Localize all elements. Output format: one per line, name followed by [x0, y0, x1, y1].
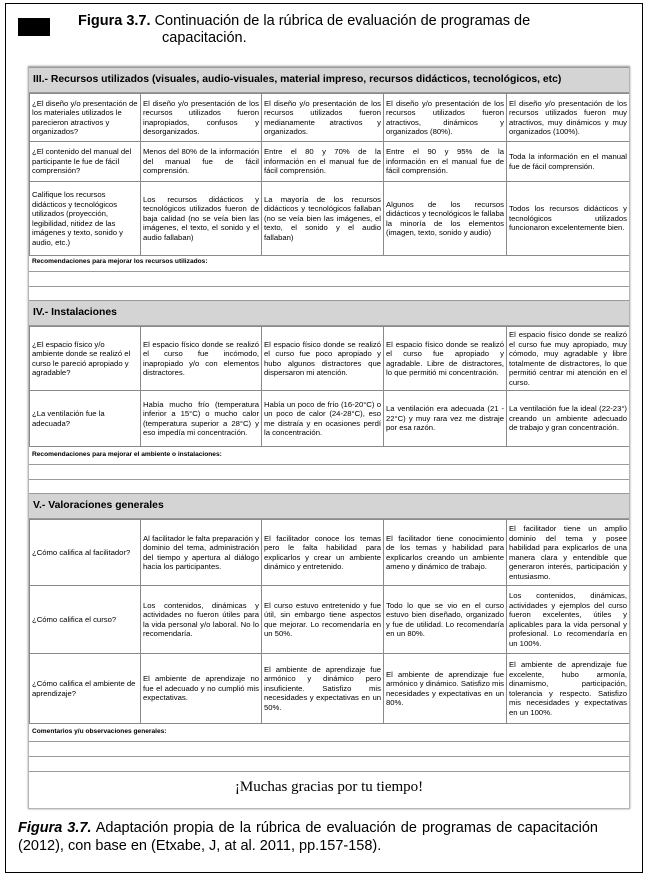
level-cell: Algunos de los recursos didácticos y tecnológicos le fallaba la minoría de los elementos (imagen, texto, sonido y audio) [384, 182, 507, 256]
recommendations-label-resources: Recomendaciones para mejorar los recursos utilizados: [32, 258, 208, 265]
level-cell: Menos del 80% de la información del manual fue de fácil comprensión. [141, 142, 262, 182]
question-cell: ¿El espacio físico y/o ambiente donde se realizó el curso le pareció apropiado y agradable? [30, 327, 141, 391]
level-cell: El facilitador tiene conocimiento de los temas y habilidad para explicarlos creando un ambiente ameno y dinámico de trabajo. [384, 520, 507, 586]
question-cell: ¿Cómo califica el curso? [30, 586, 141, 654]
table-row [30, 182, 630, 256]
figure-caption-top [78, 13, 598, 47]
level-cell: Había mucho frío (temperatura inferior a 15°C) o mucho calor (temperatura superior a 28°C) y eso impedía mi concentración. [141, 391, 262, 447]
write-line [29, 741, 629, 742]
table-row [30, 654, 630, 724]
level-cell: El espacio físico donde se realizó el curso fue muy apropiado, muy cómodo, muy agradable y libre totalmente de distractores, lo que permitió centrar mi atención en el curso. [507, 327, 630, 391]
question-cell: ¿El diseño y/o presentación de los materiales utilizados le parecieron atractivos y organizados? [30, 94, 141, 142]
figure-frame [5, 3, 643, 873]
level-cell: El diseño y/o presentación de los recursos utilizados fueron medianamente atractivos y organizados. [262, 94, 384, 142]
comments-label: Comentarios y/u observaciones generales: [32, 728, 167, 735]
question-cell: ¿La ventilación fue la adecuada? [30, 391, 141, 447]
level-cell: El espacio físico donde se realizó el curso fue poco apropiado y hubo algunos distractores que dispersaron mi atención. [262, 327, 384, 391]
level-cell: Los contenidos, dinámicas, actividades y ejemplos del curso fueron excelentes, útiles y aplicables para la vida personal y profesional. Lo recomendaría en un 100%. [507, 586, 630, 654]
level-cell: Al facilitador le falta preparación y dominio del tema, administración del tiempo y apertura al diálogo hacia los participantes. [141, 520, 262, 586]
caption-label: Figura 3.7. [78, 13, 151, 29]
question-cell: ¿Cómo califica al facilitador? [30, 520, 141, 586]
caption-text-line1: Continuación de la rúbrica de evaluación de programas de [154, 13, 531, 29]
section-title-facilities: IV.- Instalaciones [29, 300, 629, 326]
facilities-table [29, 326, 630, 447]
table-row [30, 520, 630, 586]
question-cell: Califique los recursos didácticos y tecnológicos utilizados (proyección, legibilidad, nitidez de las imágenes y texto, sonido y audio, etc.) [30, 182, 141, 256]
write-line [29, 464, 629, 465]
general-table [29, 519, 630, 724]
write-line [29, 286, 629, 287]
write-line [29, 771, 629, 772]
level-cell: Los contenidos, dinámicas y actividades no fueron útiles para la vida personal y/o laboral. No lo recomendaría. [141, 586, 262, 654]
level-cell: El ambiente de aprendizaje fue excelente, hubo armonía, dinamismo, participación, tolerancia y respecto. Satisfizo mis necesidades y expectativas en un 100%. [507, 654, 630, 724]
level-cell: Entre el 90 y 95% de la información en el manual fue de fácil comprensión. [384, 142, 507, 182]
level-cell: Todo lo que se vio en el curso estuvo bien diseñado, organizado y fue de utilidad. Lo recomendaría en un 80%. [384, 586, 507, 654]
thanks-message: ¡Muchas gracias por tu tiempo! [234, 779, 424, 795]
table-row [30, 142, 630, 182]
level-cell: El espacio físico donde se realizó el curso fue incómodo, inapropiado y/o con elementos distractores. [141, 327, 262, 391]
section-title-general: V.- Valoraciones generales [29, 493, 629, 519]
level-cell: Toda la información en el manual fue de fácil comprensión. [507, 142, 630, 182]
level-cell: El facilitador tiene un amplio dominio del tema y posee habilidad para explicarlos de una manera clara y entendible que generaron interés, participación y entusiasmo. [507, 520, 630, 586]
level-cell: Había un poco de frío (16-20°C) o un poco de calor (24-28°C), eso me distraía y en ocasiones perdí la concentración. [262, 391, 384, 447]
level-cell: Entre el 80 y 70% de la información en el manual fue de fácil comprensión. [262, 142, 384, 182]
level-cell: El espacio físico donde se realizó el curso fue apropiado y agradable. Libre de distractores, lo que permitió mi concentración. [384, 327, 507, 391]
section-title-resources: III.- Recursos utilizados (visuales, audio-visuales, material impreso, recursos didácticos, tecnológicos, etc) [29, 67, 629, 93]
level-cell: El facilitador conoce los temas pero le falta habilidad para explicarlos y crear un ambiente dinámico y entretenido. [262, 520, 384, 586]
level-cell: La ventilación era adecuada (21 - 22°C) y muy rara vez me distraje por esa razón. [384, 391, 507, 447]
level-cell: Todos los recursos didácticos y tecnológicos utilizados funcionaron excelentemente bien. [507, 182, 630, 256]
table-row [30, 391, 630, 447]
level-cell: La ventilación fue la ideal (22-23°) creando un ambiente adecuado de trabajo y gran concentración. [507, 391, 630, 447]
level-cell: El curso estuvo entretenido y fue útil, sin embargo tiene aspectos que mejorar. Lo recomendaría en un 50%. [262, 586, 384, 654]
level-cell: El diseño y/o presentación de los recursos utilizados fueron inapropiados, confusos y desorganizados. [141, 94, 262, 142]
level-cell: El ambiente de aprendizaje no fue el adecuado y no cumplió mis expectativas. [141, 654, 262, 724]
level-cell: Los recursos didácticos y tecnológicos utilizados fueron de baja calidad (no se veía bien las imágenes, el texto, el sonido y el audio fallaban) [141, 182, 262, 256]
level-cell: El diseño y/o presentación de los recursos utilizados fueron muy atractivos, muy dinámicos y muy organizados (100%). [507, 94, 630, 142]
footer-caption-label: Figura 3.7. [18, 820, 92, 836]
write-line [29, 479, 629, 480]
question-cell: ¿Cómo califica el ambiente de aprendizaje? [30, 654, 141, 724]
black-marker [18, 18, 50, 36]
caption-text-line2: capacitación. [162, 30, 247, 46]
level-cell: El diseño y/o presentación de los recursos utilizados fueron atractivos, dinámicos y organizados (80%). [384, 94, 507, 142]
question-cell: ¿El contenido del manual del participante le fue de fácil comprensión? [30, 142, 141, 182]
recommendations-label-facilities: Recomendaciones para mejorar el ambiente o instalaciones: [32, 451, 222, 458]
resources-table [29, 93, 630, 256]
level-cell: El ambiente de aprendizaje fue armónico y dinámico. Satisfizo mis necesidades y expectativas en un 80%. [384, 654, 507, 724]
rubric-sheet [28, 66, 630, 809]
table-row [30, 94, 630, 142]
write-line [29, 271, 629, 272]
level-cell: La mayoría de los recursos didácticos y tecnológicos fallaban (no se veía bien las imágenes, el texto, el sonido y el audio fallaban) [262, 182, 384, 256]
figure-caption-bottom [18, 819, 598, 855]
level-cell: El ambiente de aprendizaje fue armónico y dinámico pero insuficiente. Satisfizo mis necesidades y expectativas en un 50%. [262, 654, 384, 724]
footer-caption-text: Adaptación propia de la rúbrica de evaluación de programas de capacitación (2012), con base en (Etxabe, J, at al. 2011, pp.157-158). [18, 820, 598, 854]
table-row [30, 586, 630, 654]
write-line [29, 756, 629, 757]
table-row [30, 327, 630, 391]
